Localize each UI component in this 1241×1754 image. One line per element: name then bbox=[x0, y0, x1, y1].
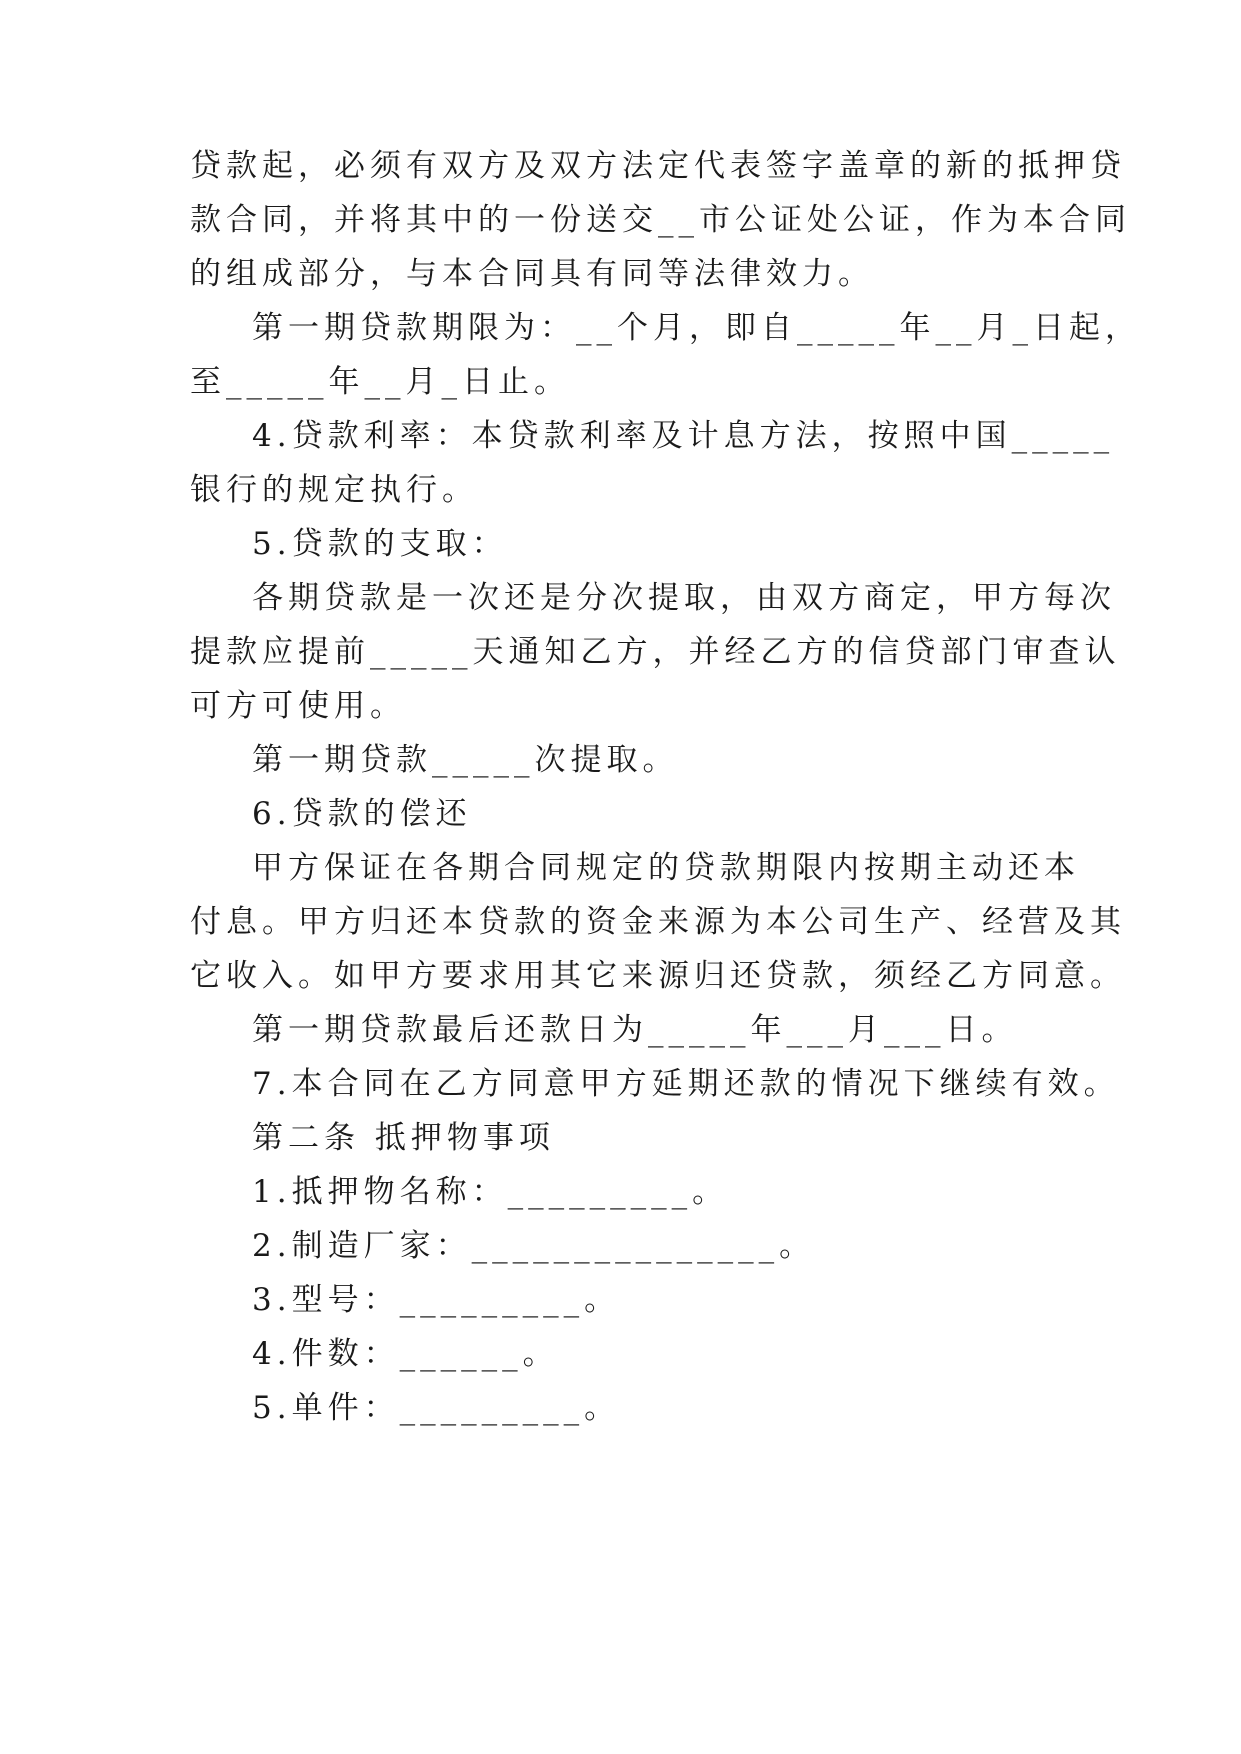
paragraph-line: 第一期贷款最后还款日为_____年___月___日。 bbox=[252, 1012, 1018, 1048]
form-field-line: 5.单件：_________。 bbox=[252, 1390, 621, 1426]
paragraph-line: 7.本合同在乙方同意甲方延期还款的情况下继续有效。 bbox=[252, 1066, 1120, 1102]
paragraph-line: 各期贷款是一次还是分次提取，由双方商定，甲方每次 bbox=[252, 580, 1116, 616]
paragraph-line: 甲方保证在各期合同规定的贷款期限内按期主动还本 bbox=[252, 850, 1080, 886]
form-field-line: 4.件数：______。 bbox=[252, 1336, 559, 1372]
paragraph-line: 至_____年__月_日止。 bbox=[190, 364, 570, 400]
paragraph-line: 的组成部分，与本合同具有同等法律效力。 bbox=[190, 256, 874, 292]
paragraph-line: 4.贷款利率：本贷款利率及计息方法，按照中国_____ bbox=[252, 418, 1115, 454]
paragraph-line: 提款应提前_____天通知乙方，并经乙方的信贷部门审查认 bbox=[190, 634, 1121, 670]
form-field-line: 3.型号：_________。 bbox=[252, 1282, 621, 1318]
paragraph-line: 5.贷款的支取： bbox=[252, 526, 508, 562]
paragraph-line: 款合同，并将其中的一份送交__市公证处公证，作为本合同 bbox=[190, 202, 1131, 238]
form-field-line: 2.制造厂家：_______________。 bbox=[252, 1228, 816, 1264]
paragraph-line: 它收入。如甲方要求用其它来源归还贷款，须经乙方同意。 bbox=[190, 958, 1126, 994]
paragraph-line: 付息。甲方归还本贷款的资金来源为本公司生产、经营及其 bbox=[190, 904, 1126, 940]
paragraph-line: 第一期贷款_____次提取。 bbox=[252, 742, 679, 778]
paragraph-line: 银行的规定执行。 bbox=[190, 472, 478, 508]
paragraph-line: 6.贷款的偿还 bbox=[252, 796, 472, 832]
paragraph-line: 第一期贷款期限为：__个月，即自_____年__月_日起， bbox=[252, 310, 1141, 346]
paragraph-line: 可方可使用。 bbox=[190, 688, 406, 724]
paragraph-line: 贷款起，必须有双方及双方法定代表签字盖章的新的抵押贷 bbox=[190, 148, 1126, 184]
section-heading: 第二条 抵押物事项 bbox=[252, 1120, 555, 1156]
form-field-line: 1.抵押物名称：_________。 bbox=[252, 1174, 729, 1210]
